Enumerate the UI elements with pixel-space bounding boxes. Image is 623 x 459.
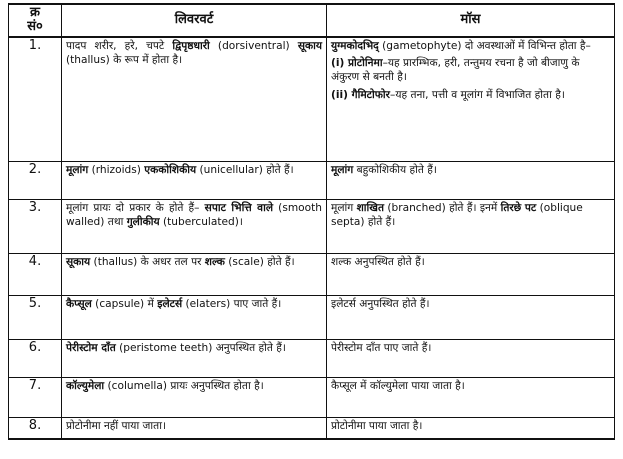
header-moss: मॉस — [327, 4, 615, 37]
liverwort-cell — [62, 37, 327, 161]
text: (smooth walled) तथा — [66, 201, 322, 228]
table-row — [9, 377, 615, 417]
moss-cell — [327, 339, 615, 377]
header-row — [9, 4, 615, 37]
moss-cell — [327, 295, 615, 339]
row-number: 4. — [9, 253, 62, 295]
text: (oblique septa) होते हैं। — [331, 201, 583, 228]
liverwort-cell — [62, 199, 327, 253]
moss-cell — [327, 253, 615, 295]
text: (elaters) पाए जाते हैं। — [182, 297, 282, 310]
text: (gametophyte) दो अवस्थाओं में विभिन्त होता है– — [378, 40, 591, 52]
text: पादप शरीर, हरे, चपटे — [66, 40, 173, 52]
text: मूलांग — [331, 201, 357, 214]
text: मूलांग प्रायः दो प्रकार के होते हैं– — [66, 201, 205, 214]
row-number: 5. — [9, 295, 62, 339]
text: –यह प्रारम्भिक, हरी, तन्तुमय रचना है जो बीजाणु के अंकुरण से बनती है। — [331, 57, 580, 84]
text: (scale) होते हैं। — [224, 255, 295, 268]
moss-cell — [327, 417, 615, 439]
text: (rhizoids) — [88, 163, 145, 176]
row-number: 8. — [9, 417, 62, 439]
table-row — [9, 339, 615, 377]
liverwort-cell — [62, 295, 327, 339]
moss-point-ii — [331, 88, 610, 102]
bold-term: सूकाय — [66, 255, 91, 268]
moss-cell — [327, 161, 615, 199]
row-number: 2. — [9, 161, 62, 199]
table-row — [9, 161, 615, 199]
header-liverwort: लिवरवर्ट — [62, 4, 327, 37]
liverwort-cell — [62, 161, 327, 199]
text: शल्क अनुपस्थित होते हैं। — [331, 255, 425, 268]
moss-intro — [331, 39, 610, 53]
row-number: 6. — [9, 339, 62, 377]
moss-cell — [327, 377, 615, 417]
table-row — [9, 37, 615, 161]
header-serial-line1: क्र — [30, 5, 40, 20]
bold-term: शल्क — [204, 255, 225, 268]
bold-term: (ii) गैमिटोफोर — [331, 88, 391, 101]
text: प्रोटोनीमा पाया जाता है। — [331, 419, 423, 432]
text: इलेटर्स अनुपस्थित होते हैं। — [331, 297, 430, 310]
bold-term: मूलांग — [331, 163, 354, 176]
header-serial-number — [9, 4, 62, 37]
table-row — [9, 417, 615, 439]
text: बहुकोशिकीय होते हैं। — [353, 163, 437, 176]
liverwort-cell — [62, 339, 327, 377]
bold-term: इलेटर्स — [157, 297, 183, 310]
text: (peristome teeth) अनुपस्थित होते हैं। — [115, 341, 286, 354]
bold-term: सपाट भित्ति वाले — [204, 201, 273, 214]
moss-point-i — [331, 56, 610, 84]
text: (columella) प्रायः अनुपस्थित होता है। — [104, 379, 264, 392]
row-number: 1. — [9, 37, 62, 161]
text: (branched) होते हैं। इनमें — [384, 201, 501, 214]
text: (dorsiventral) — [209, 40, 298, 52]
bold-term: कैप्सूल — [66, 297, 92, 310]
liverwort-cell — [62, 417, 327, 439]
text: –यह तना, पत्ती व मूलांग में विभाजित होता है। — [390, 88, 565, 101]
bold-term: गुलीकीय — [126, 215, 160, 228]
moss-cell — [327, 37, 615, 161]
bold-term: एककोशिकीय — [144, 163, 197, 176]
bold-term: तिरछे पट — [500, 201, 537, 214]
liverwort-cell — [62, 377, 327, 417]
row-number: 3. — [9, 199, 62, 253]
moss-cell — [327, 199, 615, 253]
bold-term: पेरीस्टोम दाँत — [66, 341, 116, 354]
text: पेरीस्टोम दाँत पाए जाते हैं। — [331, 341, 432, 354]
comparison-table — [8, 3, 615, 440]
table-row — [9, 253, 615, 295]
header-serial-line2: सं० — [27, 19, 43, 34]
liverwort-cell — [62, 253, 327, 295]
bold-term: सूकाय — [297, 40, 322, 52]
bold-term: मूलांग — [66, 163, 89, 176]
bold-term: कॉल्युमेला — [66, 379, 105, 392]
text: (tuberculated)। — [159, 215, 243, 228]
bold-term: शाखित — [356, 201, 384, 214]
text: प्रोटोनीमा नहीं पाया जाता। — [66, 419, 166, 432]
text: (thallus) के रूप में होता है। — [66, 54, 183, 67]
text: (thallus) के अधर तल पर — [90, 255, 205, 268]
bold-term: द्विपृष्ठधारी — [172, 40, 210, 52]
text: (capsule) में — [91, 297, 158, 310]
row-number: 7. — [9, 377, 62, 417]
bold-term: (i) प्रोटोनिमा — [331, 57, 383, 70]
text: (unicellular) होते हैं। — [196, 163, 294, 176]
text: कैप्सूल में कॉल्युमेला पाया जाता है। — [331, 379, 465, 392]
table-row — [9, 295, 615, 339]
bold-term: युग्मकोदभिद् — [331, 40, 379, 52]
table-row — [9, 199, 615, 253]
